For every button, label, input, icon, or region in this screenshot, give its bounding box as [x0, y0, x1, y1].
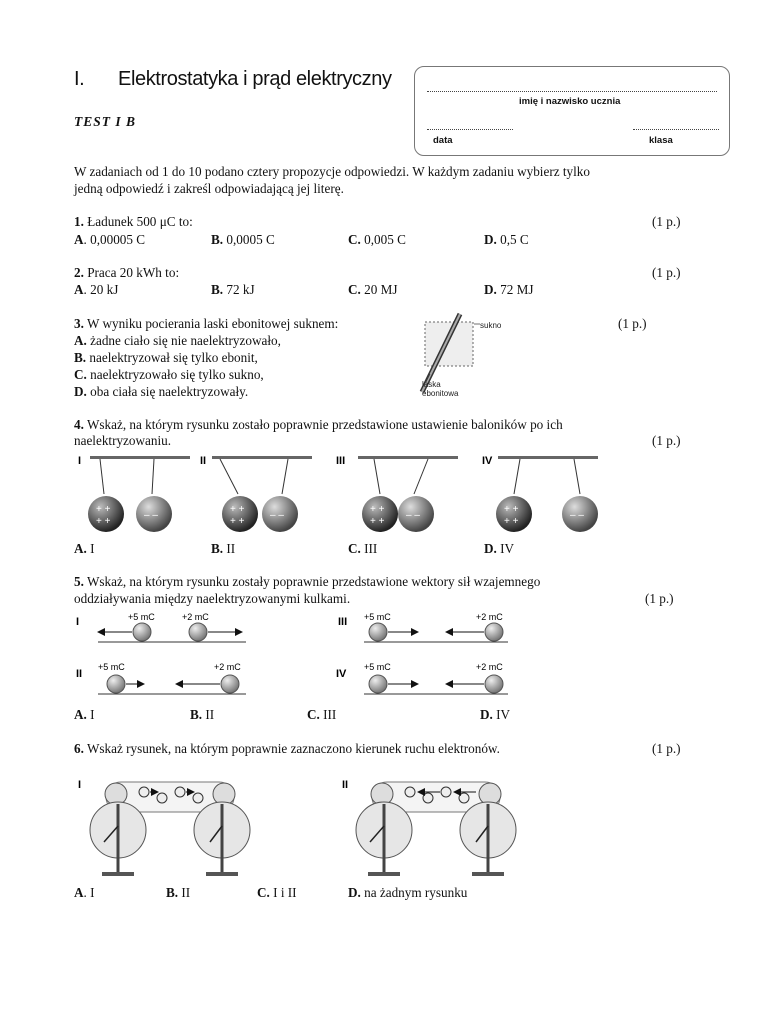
- q4-figure-iv-label: IV: [482, 455, 493, 467]
- q2-option-a[interactable]: A. 20 kJ: [74, 282, 119, 297]
- q3-option-c[interactable]: C. naelektryzowało się tylko sukno,: [74, 367, 264, 382]
- electron: [405, 787, 415, 797]
- q4-figure-ii: [200, 455, 312, 532]
- support-bar: [212, 456, 312, 459]
- charge-ball: [189, 623, 207, 641]
- q4-figure-i: [78, 455, 190, 532]
- q6-question: [74, 741, 500, 757]
- electron: [139, 787, 149, 797]
- q2-text: Praca 20 kWh to:: [83, 265, 180, 280]
- q5-option-b[interactable]: B. II: [190, 707, 215, 722]
- string: [374, 459, 380, 494]
- string: [574, 459, 580, 494]
- q6-figure-i: [78, 779, 250, 876]
- plus-label: + +: [370, 504, 385, 515]
- q3-option-d[interactable]: D. oba ciała się naelektryzowały.: [74, 384, 249, 399]
- q4-option-c[interactable]: C. III: [348, 541, 378, 556]
- charge-label: +2 mC: [182, 612, 209, 622]
- q4-figure-iii-label: III: [336, 455, 346, 467]
- q4-figure-iv: [482, 455, 598, 532]
- q6-text: Wskaż rysunek, na którym poprawnie zaznaczono kierunek ruchu elektronów.: [83, 741, 500, 756]
- q4-option-a[interactable]: A. I: [74, 541, 95, 556]
- string: [514, 459, 520, 494]
- cloth-shape: [425, 322, 473, 366]
- q5-figure-iii-label: III: [338, 616, 348, 628]
- test-label: TEST I B: [74, 114, 137, 129]
- q4-points: (1 p.): [652, 433, 681, 448]
- electron: [441, 787, 451, 797]
- string: [220, 459, 238, 494]
- q4-option-d[interactable]: D. IV: [484, 541, 515, 556]
- q2-points: (1 p.): [652, 265, 681, 280]
- q3-points: (1 p.): [618, 316, 647, 331]
- chapter-number: I.: [74, 68, 85, 90]
- string: [152, 459, 154, 494]
- support-bar: [90, 456, 190, 459]
- q4-figure-i-label: I: [78, 455, 82, 467]
- q2-option-d[interactable]: D. 72 MJ: [484, 282, 534, 297]
- class-label: klasa: [649, 135, 673, 146]
- q6-figure-i-label: I: [78, 779, 82, 791]
- charge-ball: [221, 675, 239, 693]
- q6-figure-electroscopes: [74, 772, 524, 882]
- minus-label: – –: [144, 510, 158, 521]
- charge-label: +5 mC: [98, 662, 125, 672]
- q4-question-line-2: naelektryzowaniu.: [74, 433, 172, 448]
- charge-label: +2 mC: [476, 662, 503, 672]
- q6-option-a[interactable]: A. I: [74, 885, 95, 900]
- rod-label-2: ebonitowa: [422, 389, 459, 398]
- electron: [423, 793, 433, 803]
- charge-ball: [369, 675, 387, 693]
- q5-number: 5.: [74, 574, 84, 589]
- q3-number: 3.: [74, 316, 84, 331]
- charge-ball: [485, 675, 503, 693]
- q6-option-d[interactable]: D. na żadnym rysunku: [348, 885, 468, 900]
- intro-line-1: W zadaniach od 1 do 10 podano cztery propozycje odpowiedzi. W każdym zadaniu wybierz tylko: [74, 164, 590, 179]
- q6-option-c[interactable]: C. I i II: [257, 885, 297, 900]
- q2-question: [74, 265, 179, 281]
- electroscope-base: [102, 872, 134, 876]
- q5-figure-i-label: I: [76, 616, 80, 628]
- q5-option-c[interactable]: C. III: [307, 707, 337, 722]
- charge-label: +5 mC: [128, 612, 155, 622]
- electron: [459, 793, 469, 803]
- charge-label: +2 mC: [214, 662, 241, 672]
- q1-option-a[interactable]: A. 0,00005 C: [74, 232, 146, 247]
- plus-label: + +: [230, 516, 245, 527]
- electroscope-base: [472, 872, 504, 876]
- q4-figure-iii: [336, 455, 458, 532]
- q5-figure-iv: [336, 662, 508, 694]
- q1-option-c[interactable]: C. 0,005 C: [348, 232, 406, 247]
- q1-number: 1.: [74, 214, 84, 229]
- minus-label: – –: [570, 510, 584, 521]
- plus-label: + +: [504, 516, 519, 527]
- q4-number: 4.: [74, 417, 84, 432]
- charge-ball: [133, 623, 151, 641]
- q4-figure-ii-label: II: [200, 455, 207, 467]
- support-bar: [358, 456, 458, 459]
- intro-line-2: jedną odpowiedź i zakreśl odpowiadającą jej literę.: [74, 181, 344, 196]
- string: [282, 459, 288, 494]
- q6-figure-ii: [342, 779, 516, 876]
- q3-option-b[interactable]: B. naelektryzował się tylko ebonit,: [74, 350, 258, 365]
- q2-number: 2.: [74, 265, 84, 280]
- name-label: imię i nazwisko ucznia: [519, 96, 621, 107]
- q5-question-line-1: [74, 574, 540, 590]
- q4-option-b[interactable]: B. II: [211, 541, 236, 556]
- class-field-line[interactable]: [633, 129, 719, 130]
- plus-label: + +: [96, 504, 111, 515]
- q5-question-line-2: oddziaływania między naelektryzowanymi kulkami.: [74, 591, 351, 606]
- q6-number: 6.: [74, 741, 84, 756]
- electroscope-base: [206, 872, 238, 876]
- charge-label: +5 mC: [364, 662, 391, 672]
- q3-question: [74, 316, 338, 332]
- plus-label: + +: [370, 516, 385, 527]
- q6-points: (1 p.): [652, 741, 681, 756]
- electron: [175, 787, 185, 797]
- name-field-line[interactable]: [427, 91, 717, 92]
- date-field-line[interactable]: [427, 129, 513, 130]
- minus-label: – –: [406, 510, 420, 521]
- q5-text: Wskaż, na którym rysunku zostały poprawnie przedstawione wektory sił wzajemnego: [83, 574, 541, 589]
- string: [414, 459, 428, 494]
- q3-option-a[interactable]: A. żadne ciało się nie naelektryzowało,: [74, 333, 281, 348]
- q5-figure-iv-label: IV: [336, 668, 347, 680]
- q3-text: W wyniku pocierania laski ebonitowej suknem:: [83, 316, 339, 331]
- q6-option-b[interactable]: B. II: [166, 885, 191, 900]
- q5-option-d[interactable]: D. IV: [480, 707, 511, 722]
- plus-label: + +: [230, 504, 245, 515]
- q5-figure-ii-label: II: [76, 668, 83, 680]
- chapter-title: [74, 68, 392, 91]
- date-label: data: [433, 135, 453, 146]
- q5-figure-charges: [74, 608, 524, 700]
- electron: [157, 793, 167, 803]
- charge-ball: [485, 623, 503, 641]
- q5-figure-i: [76, 612, 246, 642]
- q5-figure-iii: [338, 612, 508, 642]
- q4-question-line-1: [74, 417, 563, 433]
- plus-label: + +: [504, 504, 519, 515]
- q1-question: [74, 214, 193, 230]
- q1-option-b[interactable]: B. 0,0005 C: [211, 232, 275, 247]
- electron: [193, 793, 203, 803]
- charge-label: +2 mC: [476, 612, 503, 622]
- support-bar: [498, 456, 598, 459]
- charge-ball: [369, 623, 387, 641]
- rod-label-1: laska: [422, 380, 441, 389]
- q2-option-c[interactable]: C. 20 MJ: [348, 282, 398, 297]
- electroscope-base: [368, 872, 400, 876]
- cloth-label: sukno: [480, 321, 502, 330]
- string: [100, 459, 104, 494]
- q1-option-d[interactable]: D. 0,5 C: [484, 232, 529, 247]
- q5-points: (1 p.): [645, 591, 674, 606]
- charge-ball: [107, 675, 125, 693]
- q1-points: (1 p.): [652, 214, 681, 229]
- q2-option-b[interactable]: B. 72 kJ: [211, 282, 255, 297]
- minus-label: – –: [270, 510, 284, 521]
- q1-text: Ładunek 500 μC to:: [83, 214, 193, 229]
- chapter-title-text: Elektrostatyka i prąd elektryczny: [118, 68, 392, 90]
- q4-figure-balloons: [74, 450, 604, 540]
- student-info-box: [414, 66, 730, 156]
- q4-text: Wskaż, na którym rysunku zostało poprawnie przedstawione ustawienie baloników po ich: [83, 417, 563, 432]
- q5-option-a[interactable]: A. I: [74, 707, 95, 722]
- charge-label: +5 mC: [364, 612, 391, 622]
- plus-label: + +: [96, 516, 111, 527]
- q6-figure-ii-label: II: [342, 779, 349, 791]
- q5-figure-ii: [76, 662, 246, 694]
- q3-figure-rod-and-cloth: [410, 310, 520, 400]
